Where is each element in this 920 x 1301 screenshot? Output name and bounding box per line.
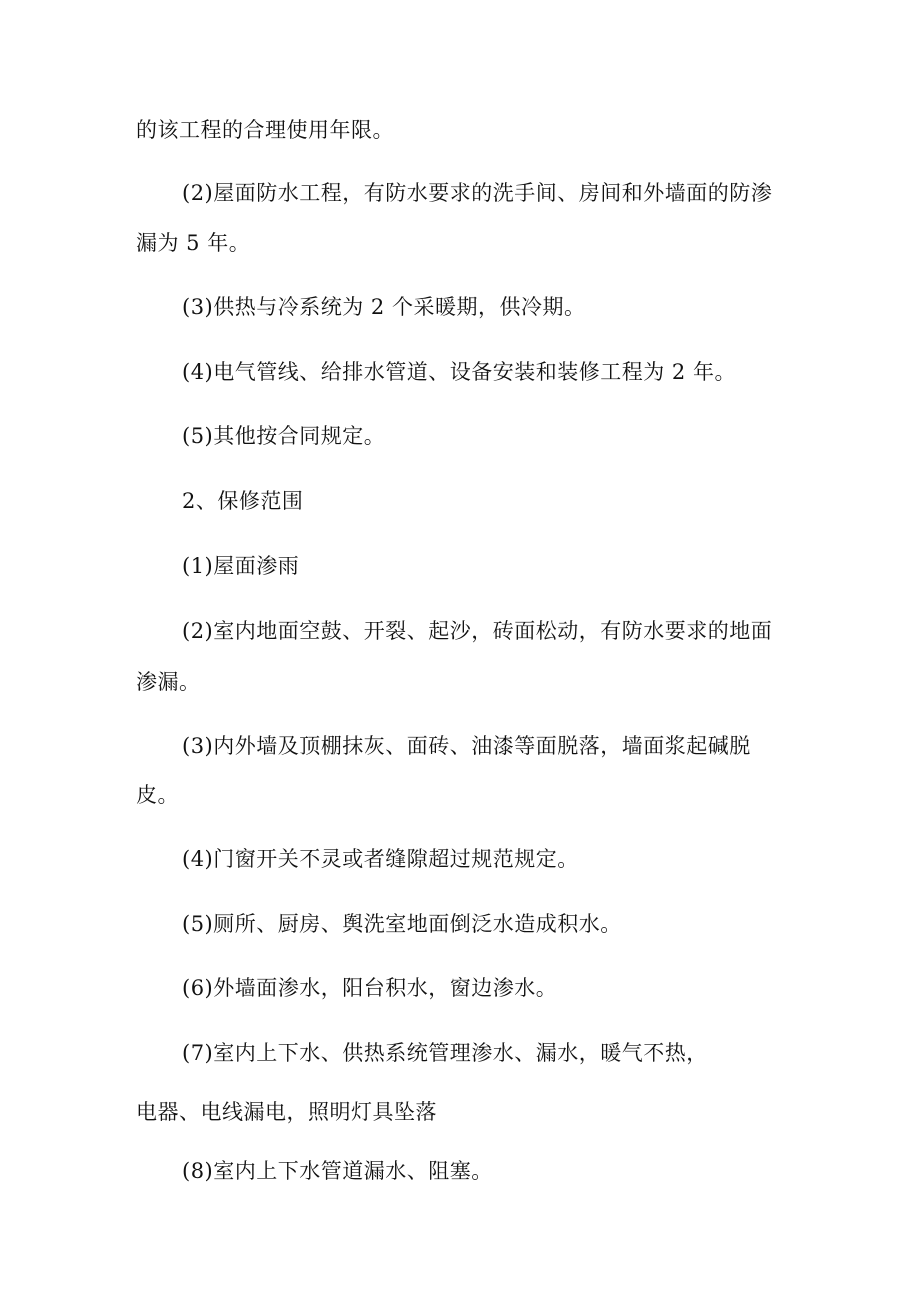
paragraph-item: (3)供热与冷系统为 2 个采暖期，供冷期。: [182, 295, 586, 319]
paragraph-item: (2)屋面防水工程，有防水要求的洗手间、房间和外墙面的防渗: [182, 181, 773, 205]
text-line: 电器、电线漏电，照明灯具坠落: [136, 1100, 437, 1124]
paragraph-item: (4)电气管线、给排水管道、设备安装和装修工程为 2 年。: [182, 360, 736, 384]
text-line: 皮。: [136, 783, 179, 807]
section-heading: 2、保修范围: [182, 489, 304, 513]
text-line: 漏为 5 年。: [136, 231, 251, 255]
paragraph-item: (7)室内上下水、供热系统管理渗水、漏水，暖气不热，: [182, 1041, 708, 1065]
paragraph-item: (2)室内地面空鼓、开裂、起沙，砖面松动，有防水要求的地面: [182, 619, 773, 643]
text-line: 的该工程的合理使用年限。: [136, 118, 394, 142]
paragraph-item: (4)门窗开关不灵或者缝隙超过规范规定。: [182, 847, 579, 871]
text-line: 渗漏。: [136, 670, 201, 694]
paragraph-item: (3)内外墙及顶棚抹灰、面砖、油漆等面脱落，墙面浆起碱脱: [182, 734, 751, 758]
paragraph-item: (1)屋面渗雨: [182, 554, 300, 578]
paragraph-item: (5)其他按合同规定。: [182, 424, 386, 448]
paragraph-item: (5)厕所、厨房、舆洗室地面倒泛水造成积水。: [182, 912, 622, 936]
paragraph-item: (8)室内上下水管道漏水、阻塞。: [182, 1159, 493, 1183]
paragraph-item: (6)外墙面渗水，阳台积水，窗边渗水。: [182, 976, 558, 1000]
